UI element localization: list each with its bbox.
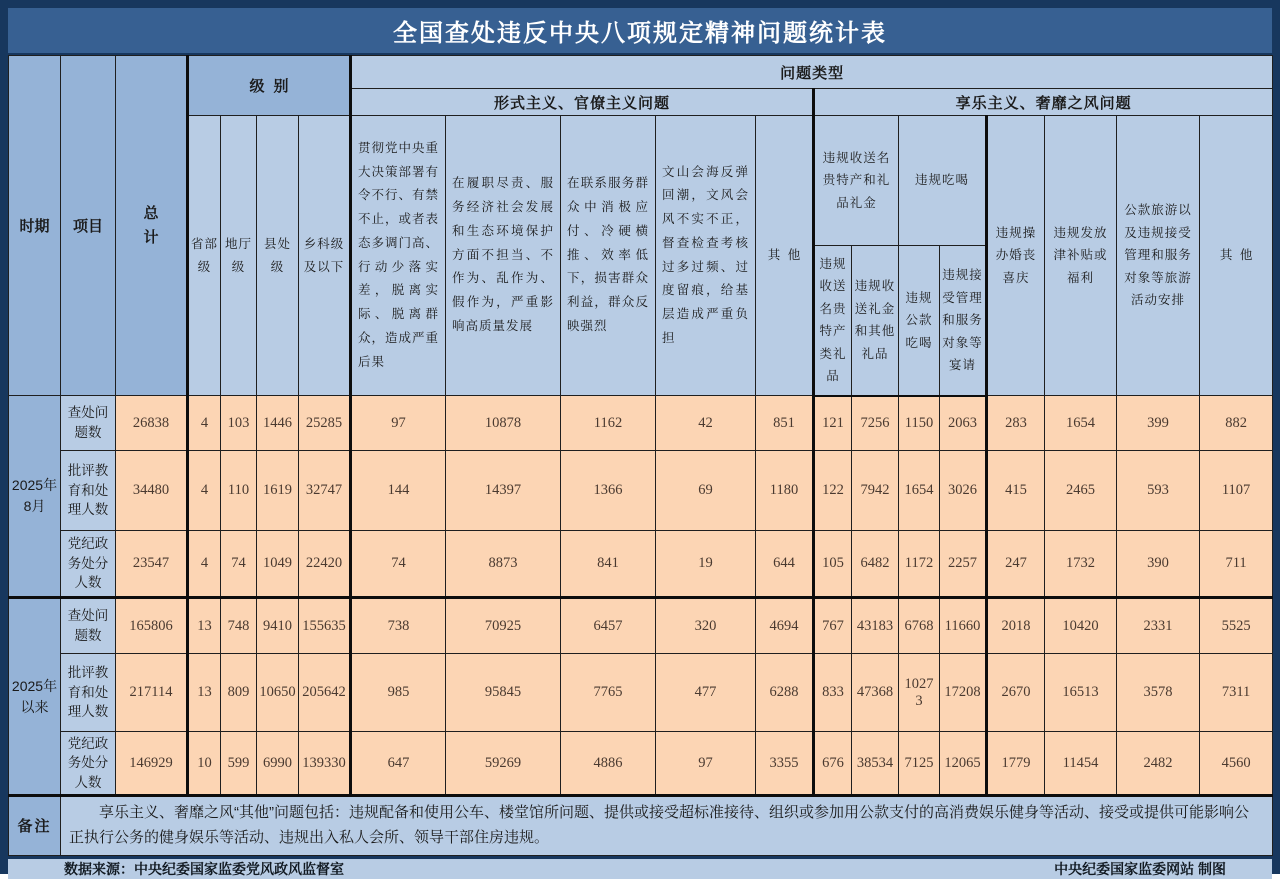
- value-cell: 985: [351, 654, 446, 732]
- value-cell: 6482: [852, 531, 899, 598]
- value-cell: 2018: [987, 598, 1045, 654]
- value-cell: 11660: [940, 598, 987, 654]
- value-cell: 23547: [116, 531, 188, 598]
- value-cell: 2482: [1117, 732, 1200, 796]
- col-header-total: 总计: [116, 56, 188, 396]
- col-header-township-level: 乡科级及以下: [299, 116, 351, 396]
- group-header-formalism: 形式主义、官僚主义问题: [351, 89, 814, 116]
- value-cell: 95845: [446, 654, 561, 732]
- table-row: [9, 531, 1273, 598]
- col-header-allowances: 违规发放津补贴或福利: [1045, 116, 1117, 396]
- value-cell: 1107: [1200, 451, 1273, 531]
- value-cell: 10273: [899, 654, 940, 732]
- value-cell: 2257: [940, 531, 987, 598]
- value-cell: 121: [814, 396, 852, 451]
- value-cell: 6457: [561, 598, 656, 654]
- col-header-formalism-other: 其他: [756, 116, 814, 396]
- col-header-specialty-gifts: 违规收送名贵特产类礼品: [814, 246, 852, 396]
- item-cell: 查处问题数: [61, 598, 116, 654]
- remark-text: 享乐主义、奢靡之风“其他”问题包括：违规配备和使用公车、楼堂馆所问题、提供或接受超标准接待、组织或参加用公款支付的高消费娱乐健身等活动、接受或提供可能影响公正执行公务的健身娱乐等活动、违规出入私人会所、领导干部住房违规。: [61, 796, 1273, 856]
- value-cell: 1654: [899, 451, 940, 531]
- value-cell: 10878: [446, 396, 561, 451]
- period-cell: 2025年8月: [9, 396, 61, 598]
- value-cell: 399: [1117, 396, 1200, 451]
- remark-label: 备注: [9, 796, 61, 856]
- value-cell: 1366: [561, 451, 656, 531]
- value-cell: 4: [188, 396, 221, 451]
- value-cell: 13: [188, 598, 221, 654]
- value-cell: 17208: [940, 654, 987, 732]
- value-cell: 97: [351, 396, 446, 451]
- value-cell: 22420: [299, 531, 351, 598]
- col-header-formalism-3: 在联系服务群众中消极应付、冷硬横推、效率低下，损害群众利益，群众反映强烈: [561, 116, 656, 396]
- value-cell: 477: [656, 654, 756, 732]
- col-header-formalism-1: 贯彻党中央重大决策部署有令不行、有禁不止，或者表态多调门高、行动少落实差，脱离实际、脱离群众，造成严重后果: [351, 116, 446, 396]
- group-header-level: 级别: [188, 56, 351, 116]
- value-cell: 4: [188, 531, 221, 598]
- value-cell: 767: [814, 598, 852, 654]
- table-row: [9, 598, 1273, 654]
- value-cell: 12065: [940, 732, 987, 796]
- value-cell: 1162: [561, 396, 656, 451]
- value-cell: 38534: [852, 732, 899, 796]
- value-cell: 97: [656, 732, 756, 796]
- value-cell: 1180: [756, 451, 814, 531]
- item-cell: 查处问题数: [61, 396, 116, 451]
- value-cell: 59269: [446, 732, 561, 796]
- value-cell: 7125: [899, 732, 940, 796]
- value-cell: 10: [188, 732, 221, 796]
- table-row: [9, 732, 1273, 796]
- value-cell: 47368: [852, 654, 899, 732]
- value-cell: 25285: [299, 396, 351, 451]
- value-cell: 809: [221, 654, 257, 732]
- col-header-accepting-banquets: 违规接受管理和服务对象等宴请: [940, 246, 987, 396]
- value-cell: 676: [814, 732, 852, 796]
- col-header-item: 项目: [61, 56, 116, 396]
- value-cell: 217114: [116, 654, 188, 732]
- value-cell: 283: [987, 396, 1045, 451]
- value-cell: 110: [221, 451, 257, 531]
- value-cell: 1654: [1045, 396, 1117, 451]
- value-cell: 32747: [299, 451, 351, 531]
- value-cell: 711: [1200, 531, 1273, 598]
- value-cell: 8873: [446, 531, 561, 598]
- value-cell: 593: [1117, 451, 1200, 531]
- value-cell: 26838: [116, 396, 188, 451]
- value-cell: 6990: [257, 732, 299, 796]
- value-cell: 70925: [446, 598, 561, 654]
- value-cell: 833: [814, 654, 852, 732]
- value-cell: 7942: [852, 451, 899, 531]
- value-cell: 3026: [940, 451, 987, 531]
- value-cell: 647: [351, 732, 446, 796]
- value-cell: 841: [561, 531, 656, 598]
- col-header-prefecture-level: 地厅级: [221, 116, 257, 396]
- value-cell: 2331: [1117, 598, 1200, 654]
- title-bar: [8, 8, 1272, 55]
- value-cell: 1732: [1045, 531, 1117, 598]
- value-cell: 19: [656, 531, 756, 598]
- value-cell: 9410: [257, 598, 299, 654]
- value-cell: 165806: [116, 598, 188, 654]
- value-cell: 10650: [257, 654, 299, 732]
- value-cell: 155635: [299, 598, 351, 654]
- data-source-label: 数据来源：中央纪委国家监委党风政风监督室: [64, 860, 344, 877]
- value-cell: 2465: [1045, 451, 1117, 531]
- value-cell: 851: [756, 396, 814, 451]
- value-cell: 1619: [257, 451, 299, 531]
- value-cell: 1049: [257, 531, 299, 598]
- value-cell: 4: [188, 451, 221, 531]
- value-cell: 4560: [1200, 732, 1273, 796]
- value-cell: 34480: [116, 451, 188, 531]
- value-cell: 644: [756, 531, 814, 598]
- col-header-cash-gifts: 违规收送礼金和其他礼品: [852, 246, 899, 396]
- value-cell: 3355: [756, 732, 814, 796]
- value-cell: 5525: [1200, 598, 1273, 654]
- value-cell: 2063: [940, 396, 987, 451]
- value-cell: 144: [351, 451, 446, 531]
- value-cell: 14397: [446, 451, 561, 531]
- group-header-banquets: 违规吃喝: [899, 116, 987, 246]
- value-cell: 4694: [756, 598, 814, 654]
- footer-bar: [8, 856, 1272, 879]
- value-cell: 6288: [756, 654, 814, 732]
- col-header-weddings-funerals: 违规操办婚丧喜庆: [987, 116, 1045, 396]
- value-cell: 1446: [257, 396, 299, 451]
- value-cell: 74: [351, 531, 446, 598]
- item-cell: 党纪政务处分人数: [61, 732, 116, 796]
- value-cell: 4886: [561, 732, 656, 796]
- col-header-province-level: 省部级: [188, 116, 221, 396]
- value-cell: 16513: [1045, 654, 1117, 732]
- item-cell: 批评教育和处理人数: [61, 451, 116, 531]
- col-header-public-funds-dining: 违规公款吃喝: [899, 246, 940, 396]
- col-header-county-level: 县处级: [257, 116, 299, 396]
- value-cell: 122: [814, 451, 852, 531]
- value-cell: 599: [221, 732, 257, 796]
- item-cell: 党纪政务处分人数: [61, 531, 116, 598]
- page-title: 全国查处违反中央八项规定精神问题统计表: [393, 20, 887, 47]
- value-cell: 13: [188, 654, 221, 732]
- value-cell: 1150: [899, 396, 940, 451]
- period-cell: 2025年以来: [9, 598, 61, 796]
- table-row: [9, 396, 1273, 451]
- value-cell: 7311: [1200, 654, 1273, 732]
- value-cell: 1779: [987, 732, 1045, 796]
- value-cell: 10420: [1045, 598, 1117, 654]
- value-cell: 146929: [116, 732, 188, 796]
- value-cell: 103: [221, 396, 257, 451]
- value-cell: 105: [814, 531, 852, 598]
- item-cell: 批评教育和处理人数: [61, 654, 116, 732]
- group-header-gifts: 违规收送名贵特产和礼品礼金: [814, 116, 899, 246]
- value-cell: 738: [351, 598, 446, 654]
- table-row: [9, 451, 1273, 531]
- table-body: [9, 396, 1273, 796]
- value-cell: 11454: [1045, 732, 1117, 796]
- value-cell: 3578: [1117, 654, 1200, 732]
- table-row: [9, 654, 1273, 732]
- value-cell: 7765: [561, 654, 656, 732]
- value-cell: 390: [1117, 531, 1200, 598]
- value-cell: 43183: [852, 598, 899, 654]
- group-header-problem-type: 问题类型: [351, 56, 1273, 89]
- statistics-table: [8, 55, 1273, 856]
- value-cell: 320: [656, 598, 756, 654]
- group-header-hedonism: 享乐主义、奢靡之风问题: [814, 89, 1273, 116]
- value-cell: 69: [656, 451, 756, 531]
- value-cell: 247: [987, 531, 1045, 598]
- value-cell: 415: [987, 451, 1045, 531]
- value-cell: 74: [221, 531, 257, 598]
- value-cell: 1172: [899, 531, 940, 598]
- col-header-formalism-2: 在履职尽责、服务经济社会发展和生态环境保护方面不担当、不作为、乱作为、假作为，严重影响高质量发展: [446, 116, 561, 396]
- col-header-formalism-4: 文山会海反弹回潮，文风会风不实不正，督查检查考核过多过频、过度留痕，给基层造成严重负担: [656, 116, 756, 396]
- credit-label: 中央纪委国家监委网站 制图: [1054, 860, 1226, 877]
- col-header-hedonism-other: 其他: [1200, 116, 1273, 396]
- value-cell: 748: [221, 598, 257, 654]
- value-cell: 7256: [852, 396, 899, 451]
- value-cell: 6768: [899, 598, 940, 654]
- value-cell: 882: [1200, 396, 1273, 451]
- value-cell: 42: [656, 396, 756, 451]
- col-header-period: 时期: [9, 56, 61, 396]
- value-cell: 205642: [299, 654, 351, 732]
- value-cell: 139330: [299, 732, 351, 796]
- col-header-public-funded-travel: 公款旅游以及违规接受管理和服务对象等旅游活动安排: [1117, 116, 1200, 396]
- value-cell: 2670: [987, 654, 1045, 732]
